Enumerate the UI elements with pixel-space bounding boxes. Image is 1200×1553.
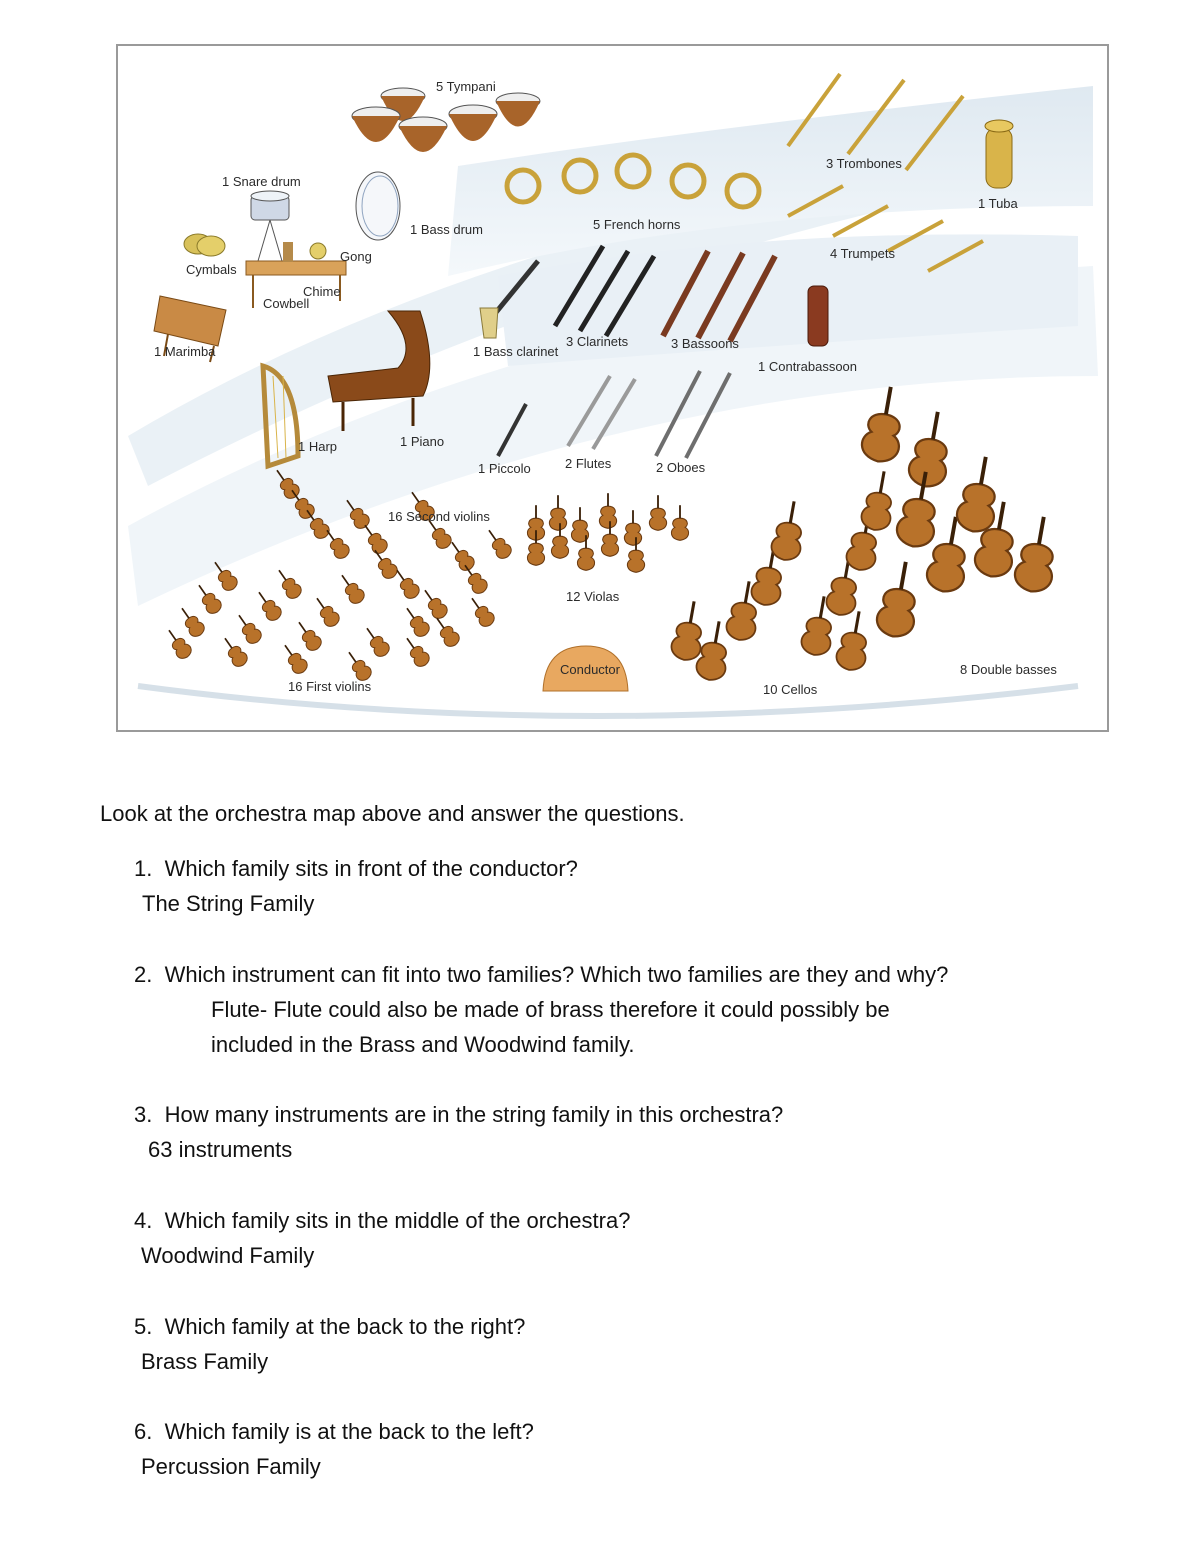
label-trombones: 3 Trombones — [826, 156, 902, 171]
question-4 — [134, 1208, 630, 1234]
question-text: Which family sits in the middle of the orchestra? — [164, 1208, 631, 1233]
question-text: Which family is at the back to the left? — [164, 1419, 534, 1444]
question-2 — [134, 962, 948, 988]
question-text: How many instruments are in the string family in this orchestra? — [164, 1102, 784, 1127]
question-number: 3. — [134, 1102, 153, 1127]
label-cowbell: Cowbell — [263, 296, 310, 311]
label-bass-clarinet: 1 Bass clarinet — [473, 344, 559, 359]
label-marimba: 1 Marimba — [154, 344, 216, 359]
label-oboes: 2 Oboes — [656, 460, 706, 475]
label-bass-drum: 1 Bass drum — [410, 222, 483, 237]
label-cellos: 10 Cellos — [763, 682, 818, 697]
question-3 — [134, 1102, 783, 1128]
label-trumpets: 4 Trumpets — [830, 246, 896, 261]
question-text: Which family sits in front of the conductor? — [164, 856, 578, 881]
question-number: 5. — [134, 1314, 153, 1339]
answer-4: Woodwind Family — [141, 1243, 315, 1268]
label-french-horns: 5 French horns — [593, 217, 681, 232]
label-flutes: 2 Flutes — [565, 456, 612, 471]
label-timpani: 5 Tympani — [436, 79, 496, 94]
question-text: Which instrument can fit into two families? Which two families are they and why? — [164, 962, 949, 987]
label-harp: 1 Harp — [298, 439, 338, 454]
question-number: 4. — [134, 1208, 153, 1233]
question-text: Which family at the back to the right? — [164, 1314, 526, 1339]
label-piano: 1 Piano — [400, 434, 445, 449]
question-number: 6. — [134, 1419, 153, 1444]
label-bassoons: 3 Bassoons — [671, 336, 739, 351]
label-second-violins: 16 Second violins — [388, 509, 490, 524]
answer-5: Brass Family — [141, 1349, 269, 1374]
label-conductor: Conductor — [560, 662, 620, 677]
question-number: 2. — [134, 962, 153, 987]
label-contrabassoon: 1 Contrabassoon — [758, 359, 858, 374]
answer-2-line-2: included in the Brass and Woodwind family. — [211, 1032, 635, 1057]
label-gong: Gong — [340, 249, 372, 264]
label-violas: 12 Violas — [566, 589, 620, 604]
question-1 — [134, 856, 578, 882]
answer-1: The String Family — [142, 891, 315, 916]
label-double-basses: 8 Double basses — [960, 662, 1057, 677]
label-first-violins: 16 First violins — [288, 679, 372, 694]
label-piccolo: 1 Piccolo — [478, 461, 531, 476]
label-cymbals: Cymbals — [186, 262, 237, 277]
answer-6: Percussion Family — [141, 1454, 321, 1479]
answer-2-line-1: Flute- Flute could also be made of brass therefore it could possibly be — [211, 997, 890, 1022]
label-tuba: 1 Tuba — [978, 196, 1018, 211]
question-5 — [134, 1314, 525, 1340]
label-clarinets: 3 Clarinets — [566, 334, 629, 349]
label-snare-drum: 1 Snare drum — [222, 174, 301, 189]
question-number: 1. — [134, 856, 153, 881]
answer-3: 63 instruments — [148, 1137, 293, 1162]
label-chime: Chime — [303, 284, 341, 299]
worksheet-intro: Look at the orchestra map above and answer the questions. — [100, 801, 685, 826]
question-6 — [134, 1419, 534, 1445]
